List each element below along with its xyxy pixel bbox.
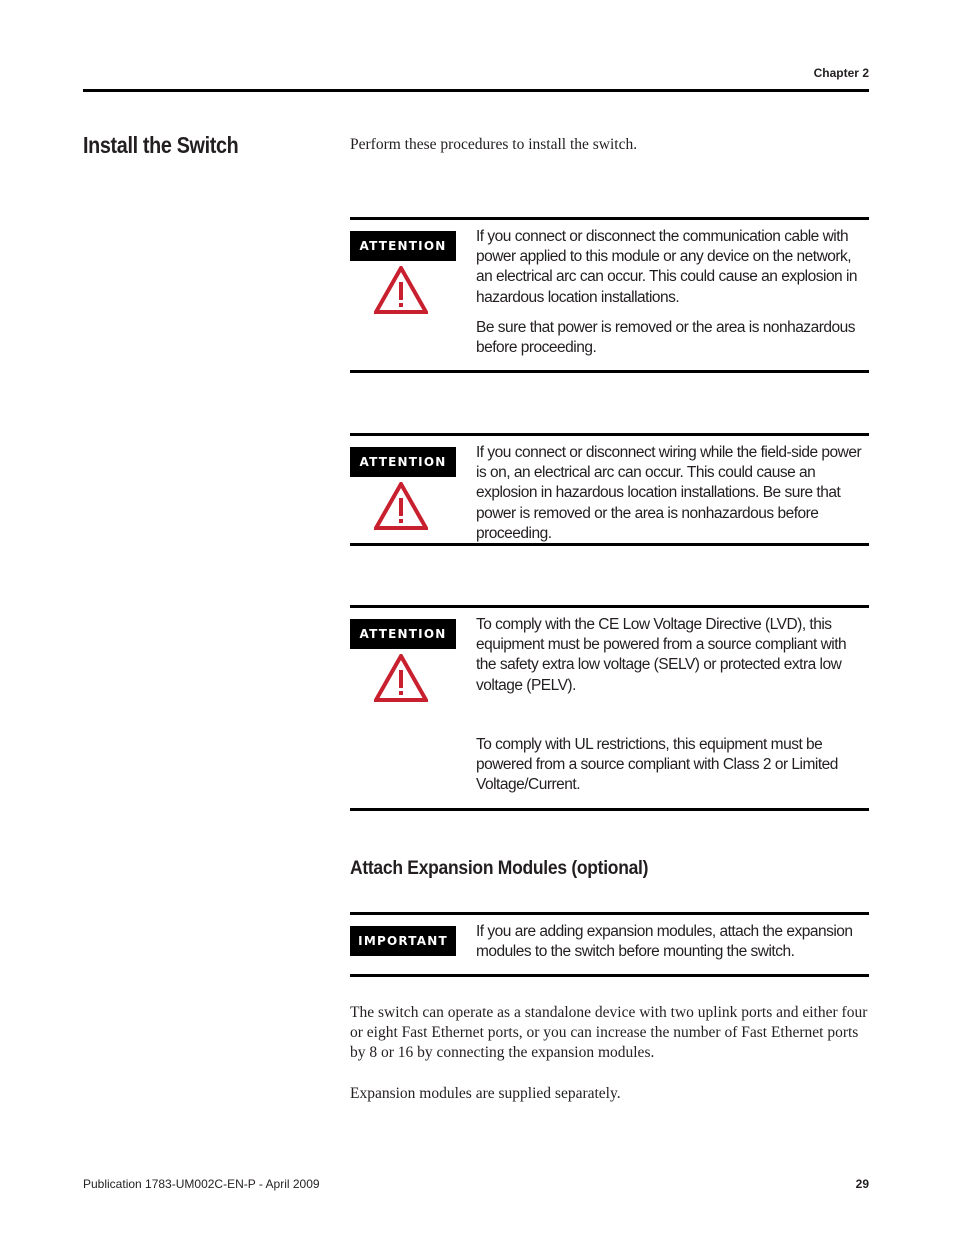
attention-badge: ATTENTION [350,231,456,261]
notice-text [476,615,867,795]
section-intro: Perform these procedures to install the switch. [350,136,638,153]
warning-triangle-icon [374,654,428,702]
notice-paragraph: If you connect or disconnect wiring while the field-side power is on, an electrical arc can occur. This could cause an explosion in hazardous location installations. Be sure that power is removed or the area is nonhazardous before proceeding. [476,444,862,542]
body-paragraph: Expansion modules are supplied separately. [350,1085,621,1102]
chapter-label: Chapter 2 [813,66,869,80]
warning-triangle-icon [374,266,428,314]
important-badge: IMPORTANT [350,926,456,956]
notice-paragraph: Be sure that power is removed or the area is nonhazardous before proceeding. [476,318,856,357]
body-paragraph: The switch can operate as a standalone device with two uplink ports and either four or eight Fast Ethernet ports, or you can increase the number of Fast Ethernet ports by 8 or 16 by connecting the expansion modules. [350,1004,868,1061]
subsection-title: Attach Expansion Modules (optional) [350,858,649,879]
attention-notice [350,217,869,373]
attention-badge: ATTENTION [350,619,456,649]
warning-triangle-icon [374,482,428,530]
notice-text [476,443,867,544]
header-rule [83,89,869,92]
notice-paragraph: To comply with UL restrictions, this equipment must be powered from a source compliant with Class 2 or Limited Voltage/Current. [476,735,838,794]
notice-paragraph: To comply with the CE Low Voltage Directive (LVD), this equipment must be powered from a source compliant with the safety extra low voltage (SELV) or protected extra low voltage (PELV). [476,616,847,694]
attention-notice [350,433,869,546]
attention-badge: ATTENTION [350,447,456,477]
notice-text [476,922,867,962]
publication-id: Publication 1783-UM002C-EN-P - April 2009 [83,1177,320,1191]
page-number: 29 [855,1177,869,1191]
notice-text [476,227,867,358]
notice-paragraph: If you are adding expansion modules, attach the expansion modules to the switch before mounting the switch. [476,923,853,961]
notice-paragraph: If you connect or disconnect the communication cable with power applied to this module or any device on the network, an electrical arc can occur. This could cause an explosion in hazardous location installations. [476,228,858,306]
attention-notice [350,605,869,811]
important-notice [350,912,869,977]
section-title: Install the Switch [83,132,239,158]
